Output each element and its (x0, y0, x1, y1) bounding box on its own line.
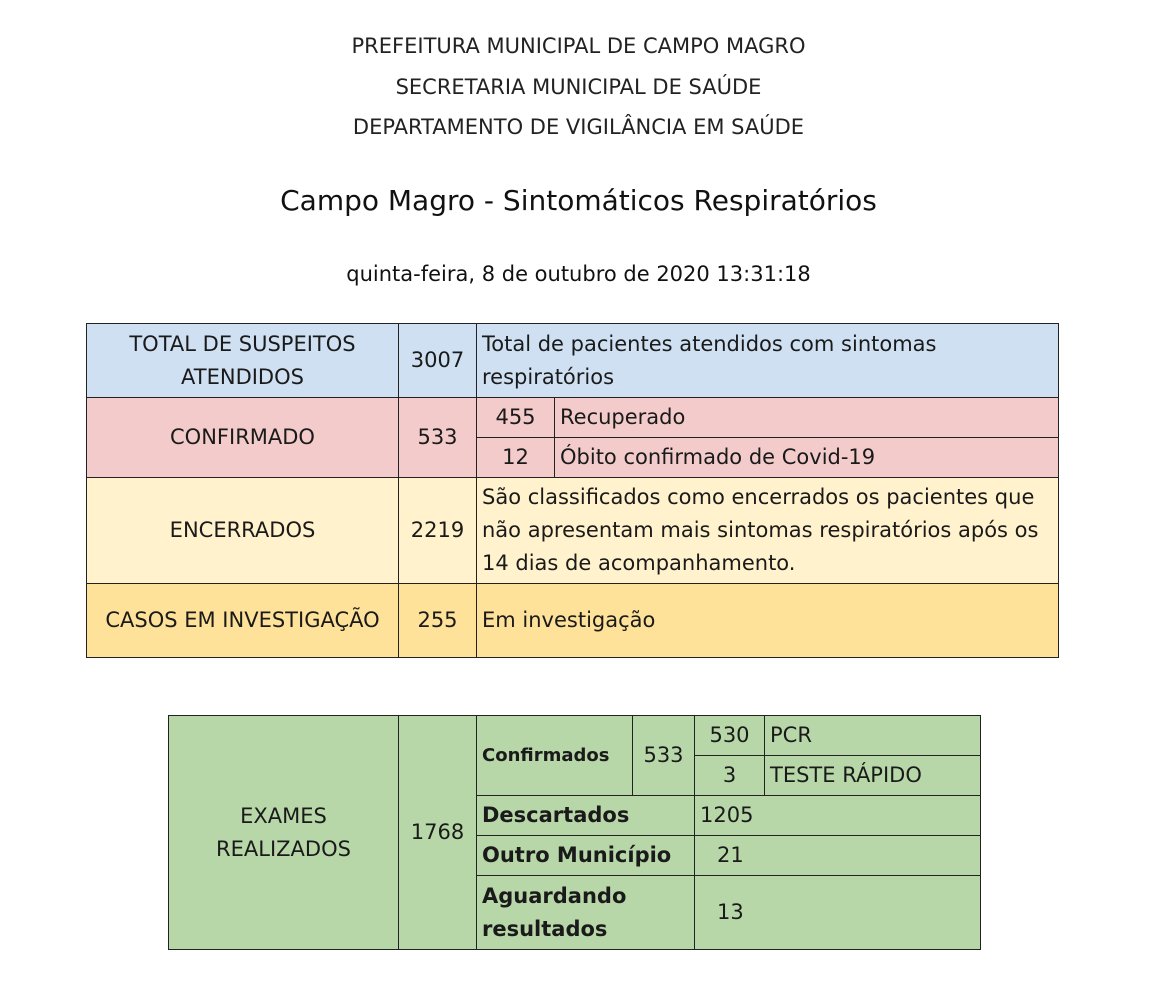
exams-value: 1768 (399, 716, 477, 950)
pending-value: 13 (695, 876, 981, 950)
recovered-value: 455 (477, 398, 555, 438)
total-label: TOTAL DE SUSPEITOS ATENDIDOS (87, 324, 399, 398)
page-title: Campo Magro - Sintomáticos Respiratórios (280, 184, 877, 217)
investigation-row (87, 584, 1059, 658)
exams-table (168, 715, 981, 950)
closed-row (87, 478, 1059, 584)
investigation-description: Em investigação (477, 584, 1059, 658)
investigation-value: 255 (399, 584, 477, 658)
confirmed-label: CONFIRMADO (87, 398, 399, 478)
pcr-label: PCR (765, 716, 981, 756)
investigation-label: CASOS EM INVESTIGAÇÃO (87, 584, 399, 658)
report-datetime: quinta-feira, 8 de outubro de 2020 13:31:18 (346, 262, 811, 286)
discarded-value: 1205 (695, 796, 981, 836)
header-line-3: DEPARTAMENTO DE VIGILÂNCIA EM SAÚDE (352, 115, 805, 139)
exams-pcr-row (169, 716, 981, 756)
deaths-label: Óbito confirmado de Covid-19 (555, 438, 1059, 478)
confirmed-value: 533 (399, 398, 477, 478)
total-value: 3007 (399, 324, 477, 398)
rapid-test-value: 3 (695, 756, 765, 796)
closed-label: ENCERRADOS (87, 478, 399, 584)
pending-label: Aguardando resultados (477, 876, 695, 950)
other-city-value: 21 (695, 836, 981, 876)
pcr-value: 530 (695, 716, 765, 756)
summary-table (86, 323, 1059, 658)
total-row (87, 324, 1059, 398)
exams-confirmed-label: Confirmados (477, 716, 633, 796)
header-line-1: PREFEITURA MUNICIPAL DE CAMPO MAGRO (351, 34, 806, 58)
deaths-value: 12 (477, 438, 555, 478)
total-description: Total de pacientes atendidos com sintomas respiratórios (477, 324, 1059, 398)
header-line-2: SECRETARIA MUNICIPAL DE SAÚDE (395, 75, 762, 99)
rapid-test-label: TESTE RÁPIDO (765, 756, 981, 796)
closed-value: 2219 (399, 478, 477, 584)
exams-label: EXAMES REALIZADOS (169, 716, 399, 950)
exams-confirmed-value: 533 (633, 716, 695, 796)
other-city-label: Outro Município (477, 836, 695, 876)
closed-description: São classificados como encerrados os pacientes que não apresentam mais sintomas respiratórios após os 14 dias de acompanhamento. (477, 478, 1059, 584)
discarded-label: Descartados (477, 796, 695, 836)
recovered-label: Recuperado (555, 398, 1059, 438)
confirmed-row (87, 398, 1059, 438)
